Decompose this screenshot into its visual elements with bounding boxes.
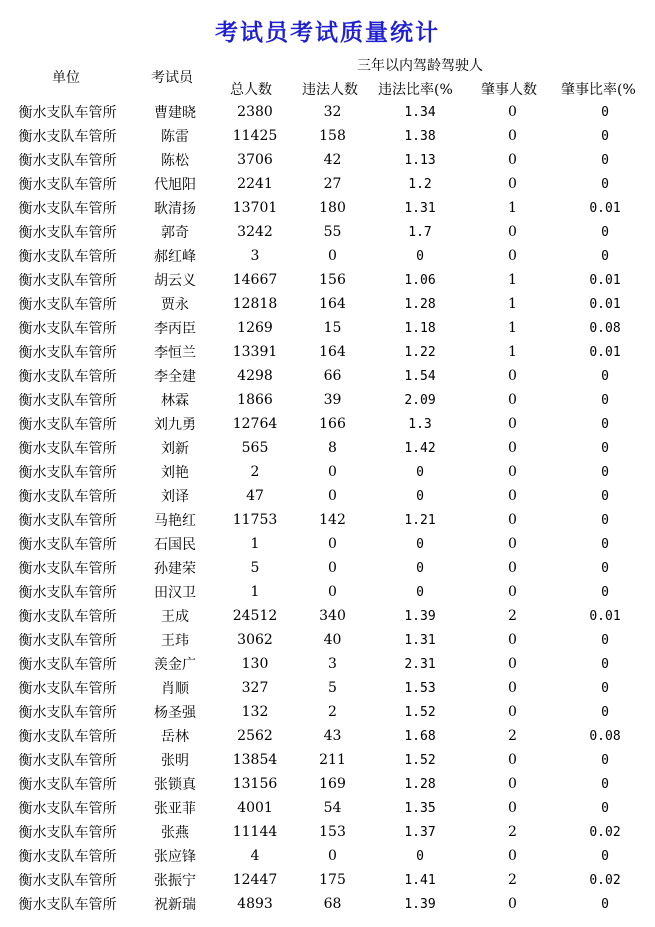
table-row: [0, 316, 655, 340]
accident-rate-cell: 0.01: [589, 344, 621, 360]
accidents-cell: 0: [508, 464, 517, 480]
examiner-cell: 岳林: [161, 729, 189, 745]
accident-rate-cell: 0: [601, 776, 609, 792]
accident-rate-cell: 0: [601, 152, 609, 168]
examiner-cell: 石国民: [154, 537, 196, 553]
table-row: [0, 628, 655, 652]
examiner-cell: 耿清扬: [154, 201, 196, 217]
violations-cell: 54: [323, 800, 342, 816]
total-cell: 12447: [232, 872, 278, 888]
header-accident-rate: 肇事比率(%: [561, 82, 636, 98]
header-total: 总人数: [230, 82, 272, 98]
violations-cell: 0: [328, 536, 337, 552]
unit-cell: 衡水支队车管所: [18, 393, 117, 409]
accident-rate-cell: 0.01: [589, 296, 621, 312]
total-cell: 1: [250, 584, 260, 600]
accident-rate-cell: 0: [601, 896, 609, 912]
violation-rate-cell: 1.35: [404, 800, 436, 816]
examiner-cell: 胡云义: [154, 273, 196, 289]
accidents-cell: 0: [508, 752, 517, 768]
total-cell: 2241: [237, 176, 273, 192]
violation-rate-cell: 1.52: [404, 704, 436, 720]
unit-cell: 衡水支队车管所: [18, 681, 117, 697]
examiner-quality-table: [0, 100, 655, 916]
accident-rate-cell: 0.02: [589, 824, 621, 840]
unit-cell: 衡水支队车管所: [18, 249, 117, 265]
accident-rate-cell: 0.08: [589, 320, 621, 336]
accident-rate-cell: 0: [601, 104, 609, 120]
violation-rate-cell: 1.37: [404, 824, 436, 840]
total-cell: 13854: [232, 752, 278, 768]
examiner-cell: 李全建: [154, 369, 196, 385]
unit-cell: 衡水支队车管所: [18, 513, 117, 529]
violation-rate-cell: 1.39: [404, 896, 436, 912]
total-cell: 13701: [232, 200, 278, 216]
table-row: [0, 556, 655, 580]
unit-cell: 衡水支队车管所: [18, 273, 117, 289]
accident-rate-cell: 0: [601, 416, 609, 432]
examiner-cell: 刘新: [161, 441, 189, 457]
violations-cell: 0: [328, 584, 337, 600]
total-cell: 3062: [237, 632, 273, 648]
table-row: [0, 868, 655, 892]
violations-cell: 42: [323, 152, 342, 168]
total-cell: 24512: [232, 608, 278, 624]
accidents-cell: 0: [508, 560, 517, 576]
total-cell: 12764: [232, 416, 278, 432]
violation-rate-cell: 2.09: [404, 392, 436, 408]
accidents-cell: 0: [508, 416, 517, 432]
total-cell: 11425: [232, 128, 278, 144]
accident-rate-cell: 0: [601, 752, 609, 768]
table-row: [0, 268, 655, 292]
table-row: [0, 220, 655, 244]
unit-cell: 衡水支队车管所: [18, 585, 117, 601]
violations-cell: 27: [323, 176, 342, 192]
examiner-cell: 马艳红: [154, 513, 196, 529]
violation-rate-cell: 1.39: [404, 608, 436, 624]
table-row: [0, 820, 655, 844]
header-unit: 单位: [52, 70, 80, 86]
accident-rate-cell: 0: [601, 488, 609, 504]
unit-cell: 衡水支队车管所: [18, 633, 117, 649]
examiner-cell: 张振宁: [154, 873, 196, 889]
examiner-cell: 王成: [161, 609, 189, 625]
total-cell: 2: [250, 464, 260, 480]
table-row: [0, 196, 655, 220]
table-row: [0, 340, 655, 364]
accident-rate-cell: 0.01: [589, 200, 621, 216]
accidents-cell: 0: [508, 776, 517, 792]
accidents-cell: 1: [508, 320, 517, 336]
accident-rate-cell: 0: [601, 680, 609, 696]
unit-cell: 衡水支队车管所: [18, 609, 117, 625]
violations-cell: 169: [319, 776, 346, 792]
table-row: [0, 772, 655, 796]
violations-cell: 15: [323, 320, 342, 336]
unit-cell: 衡水支队车管所: [18, 729, 117, 745]
table-row: [0, 292, 655, 316]
accidents-cell: 0: [508, 704, 517, 720]
unit-cell: 衡水支队车管所: [18, 849, 117, 865]
accidents-cell: 0: [508, 656, 517, 672]
violations-cell: 180: [319, 200, 346, 216]
accident-rate-cell: 0: [601, 536, 609, 552]
violations-cell: 211: [319, 752, 346, 768]
violation-rate-cell: 1.13: [404, 152, 436, 168]
examiner-cell: 祝新瑞: [154, 897, 196, 913]
violations-cell: 142: [319, 512, 346, 528]
accident-rate-cell: 0: [601, 800, 609, 816]
total-cell: 3242: [237, 224, 273, 240]
violations-cell: 175: [319, 872, 346, 888]
examiner-cell: 张明: [161, 753, 189, 769]
examiner-cell: 李丙臣: [154, 321, 196, 337]
violations-cell: 5: [328, 680, 337, 696]
violations-cell: 43: [323, 728, 342, 744]
accident-rate-cell: 0: [601, 176, 609, 192]
violations-cell: 153: [319, 824, 346, 840]
examiner-cell: 田汉卫: [154, 585, 196, 601]
violation-rate-cell: 1.3: [408, 416, 432, 432]
accidents-cell: 2: [508, 824, 517, 840]
accidents-cell: 1: [508, 200, 517, 216]
accident-rate-cell: 0: [601, 848, 609, 864]
total-cell: 4298: [237, 368, 273, 384]
total-cell: 2380: [237, 104, 273, 120]
total-cell: 1269: [237, 320, 273, 336]
unit-cell: 衡水支队车管所: [18, 153, 117, 169]
violations-cell: 166: [319, 416, 346, 432]
table-row: [0, 508, 655, 532]
violation-rate-cell: 1.38: [404, 128, 436, 144]
page-title: 考试员考试质量统计: [215, 19, 440, 46]
accidents-cell: 0: [508, 176, 517, 192]
violation-rate-cell: 1.21: [404, 512, 436, 528]
unit-cell: 衡水支队车管所: [18, 297, 117, 313]
accident-rate-cell: 0.02: [589, 872, 621, 888]
total-cell: 327: [241, 680, 269, 696]
total-cell: 132: [241, 704, 269, 720]
accidents-cell: 0: [508, 512, 517, 528]
table-row: [0, 844, 655, 868]
examiner-cell: 郝红峰: [154, 249, 196, 265]
unit-cell: 衡水支队车管所: [18, 873, 117, 889]
total-cell: 2562: [237, 728, 273, 744]
accident-rate-cell: 0: [601, 464, 609, 480]
examiner-cell: 刘艳: [161, 465, 189, 481]
violation-rate-cell: 1.18: [404, 320, 436, 336]
unit-cell: 衡水支队车管所: [18, 801, 117, 817]
table-row: [0, 388, 655, 412]
unit-cell: 衡水支队车管所: [18, 489, 117, 505]
violation-rate-cell: 0: [416, 488, 424, 504]
violation-rate-cell: 1.52: [404, 752, 436, 768]
table-row: [0, 244, 655, 268]
total-cell: 130: [241, 656, 269, 672]
accidents-cell: 2: [508, 608, 517, 624]
unit-cell: 衡水支队车管所: [18, 369, 117, 385]
table-row: [0, 724, 655, 748]
accident-rate-cell: 0: [601, 584, 609, 600]
table-row: [0, 484, 655, 508]
unit-cell: 衡水支队车管所: [18, 129, 117, 145]
accidents-cell: 1: [508, 296, 517, 312]
accident-rate-cell: 0: [601, 656, 609, 672]
header-accidents: 肇事人数: [481, 82, 537, 98]
total-cell: 1: [250, 536, 260, 552]
violation-rate-cell: 1.2: [408, 176, 432, 192]
table-row: [0, 124, 655, 148]
table-row: [0, 652, 655, 676]
accidents-cell: 0: [508, 248, 517, 264]
total-cell: 4893: [237, 896, 273, 912]
table-row: [0, 580, 655, 604]
examiner-cell: 刘九勇: [154, 417, 196, 433]
accidents-cell: 0: [508, 152, 517, 168]
total-cell: 3: [250, 248, 260, 264]
accidents-cell: 0: [508, 128, 517, 144]
table-row: [0, 532, 655, 556]
violation-rate-cell: 1.68: [404, 728, 436, 744]
header-examiner: 考试员: [151, 70, 193, 86]
accidents-cell: 0: [508, 104, 517, 120]
table-row: [0, 436, 655, 460]
examiner-cell: 羡金广: [154, 657, 196, 673]
accidents-cell: 0: [508, 440, 517, 456]
accident-rate-cell: 0: [601, 512, 609, 528]
total-cell: 11753: [232, 512, 278, 528]
accidents-cell: 0: [508, 848, 517, 864]
violations-cell: 40: [323, 632, 342, 648]
table-row: [0, 676, 655, 700]
unit-cell: 衡水支队车管所: [18, 321, 117, 337]
unit-cell: 衡水支队车管所: [18, 345, 117, 361]
total-cell: 12818: [232, 296, 278, 312]
total-cell: 13391: [232, 344, 278, 360]
unit-cell: 衡水支队车管所: [18, 465, 117, 481]
violations-cell: 68: [323, 896, 342, 912]
violation-rate-cell: 1.31: [404, 200, 436, 216]
total-cell: 13156: [232, 776, 278, 792]
violation-rate-cell: 1.22: [404, 344, 436, 360]
header-violation-rate: 违法比率(%: [378, 82, 453, 98]
violations-cell: 156: [319, 272, 346, 288]
table-row: [0, 172, 655, 196]
accident-rate-cell: 0: [601, 560, 609, 576]
examiner-cell: 郭奇: [161, 225, 189, 241]
unit-cell: 衡水支队车管所: [18, 177, 117, 193]
examiner-cell: 贾永: [161, 297, 189, 313]
table-row: [0, 748, 655, 772]
accidents-cell: 0: [508, 584, 517, 600]
violation-rate-cell: 0: [416, 848, 424, 864]
total-cell: 47: [246, 488, 264, 504]
violation-rate-cell: 2.31: [404, 656, 436, 672]
accidents-cell: 0: [508, 800, 517, 816]
unit-cell: 衡水支队车管所: [18, 105, 117, 121]
examiner-cell: 王玮: [161, 633, 189, 649]
table-row: [0, 604, 655, 628]
total-cell: 565: [241, 440, 269, 456]
unit-cell: 衡水支队车管所: [18, 825, 117, 841]
accident-rate-cell: 0.01: [589, 272, 621, 288]
accidents-cell: 0: [508, 536, 517, 552]
violation-rate-cell: 1.31: [404, 632, 436, 648]
violation-rate-cell: 1.54: [404, 368, 436, 384]
accidents-cell: 0: [508, 488, 517, 504]
unit-cell: 衡水支队车管所: [18, 441, 117, 457]
examiner-cell: 张燕: [161, 825, 189, 841]
accident-rate-cell: 0.01: [589, 608, 621, 624]
examiner-cell: 孙建荣: [154, 561, 196, 577]
violation-rate-cell: 1.53: [404, 680, 436, 696]
unit-cell: 衡水支队车管所: [18, 417, 117, 433]
table-row: [0, 700, 655, 724]
examiner-cell: 杨圣强: [154, 705, 196, 721]
violations-cell: 55: [323, 224, 342, 240]
violation-rate-cell: 1.28: [404, 296, 436, 312]
examiner-cell: 张锁真: [154, 777, 196, 793]
accident-rate-cell: 0: [601, 632, 609, 648]
accidents-cell: 1: [508, 272, 517, 288]
violations-cell: 39: [323, 392, 342, 408]
accident-rate-cell: 0: [601, 704, 609, 720]
violations-cell: 164: [319, 344, 346, 360]
accident-rate-cell: 0: [601, 440, 609, 456]
violation-rate-cell: 0: [416, 584, 424, 600]
table-row: [0, 100, 655, 124]
table-row: [0, 460, 655, 484]
violation-rate-cell: 1.42: [404, 440, 436, 456]
violations-cell: 0: [328, 464, 337, 480]
unit-cell: 衡水支队车管所: [18, 561, 117, 577]
accidents-cell: 1: [508, 344, 517, 360]
unit-cell: 衡水支队车管所: [18, 705, 117, 721]
table-row: [0, 892, 655, 916]
violations-cell: 2: [328, 704, 337, 720]
total-cell: 4: [250, 848, 260, 864]
accidents-cell: 0: [508, 224, 517, 240]
accidents-cell: 0: [508, 680, 517, 696]
violations-cell: 0: [328, 848, 337, 864]
table-row: [0, 364, 655, 388]
violation-rate-cell: 0: [416, 248, 424, 264]
violation-rate-cell: 1.41: [404, 872, 436, 888]
total-cell: 4001: [237, 800, 273, 816]
examiner-cell: 曹建晓: [154, 105, 196, 121]
violations-cell: 0: [328, 488, 337, 504]
total-cell: 3706: [237, 152, 273, 168]
violations-cell: 66: [323, 368, 342, 384]
accident-rate-cell: 0: [601, 248, 609, 264]
examiner-cell: 刘译: [161, 489, 189, 505]
examiner-cell: 李恒兰: [154, 345, 196, 361]
violations-cell: 164: [319, 296, 346, 312]
accidents-cell: 2: [508, 728, 517, 744]
accidents-cell: 2: [508, 872, 517, 888]
header-group-three-year-drivers: 三年以内驾龄驾驶人: [357, 58, 483, 74]
violation-rate-cell: 1.7: [408, 224, 432, 240]
violations-cell: 32: [323, 104, 342, 120]
table-row: [0, 412, 655, 436]
violations-cell: 158: [319, 128, 346, 144]
accidents-cell: 0: [508, 632, 517, 648]
violations-cell: 3: [328, 656, 337, 672]
violation-rate-cell: 0: [416, 536, 424, 552]
header-violations: 违法人数: [302, 82, 358, 98]
examiner-cell: 陈松: [161, 153, 189, 169]
examiner-cell: 陈雷: [161, 129, 189, 145]
accident-rate-cell: 0: [601, 392, 609, 408]
total-cell: 5: [250, 560, 260, 576]
examiner-cell: 代旭阳: [154, 177, 196, 193]
examiner-cell: 肖顺: [161, 681, 189, 697]
table-row: [0, 148, 655, 172]
examiner-cell: 林霖: [161, 393, 189, 409]
total-cell: 11144: [232, 824, 278, 840]
total-cell: 14667: [232, 272, 278, 288]
violations-cell: 340: [319, 608, 346, 624]
unit-cell: 衡水支队车管所: [18, 897, 117, 913]
table-row: [0, 796, 655, 820]
accident-rate-cell: 0: [601, 128, 609, 144]
accident-rate-cell: 0: [601, 368, 609, 384]
violations-cell: 0: [328, 560, 337, 576]
unit-cell: 衡水支队车管所: [18, 537, 117, 553]
violation-rate-cell: 1.28: [404, 776, 436, 792]
accident-rate-cell: 0: [601, 224, 609, 240]
unit-cell: 衡水支队车管所: [18, 201, 117, 217]
examiner-cell: 张应锋: [154, 849, 196, 865]
violation-rate-cell: 1.34: [404, 104, 436, 120]
table-body: [0, 100, 655, 916]
accidents-cell: 0: [508, 392, 517, 408]
accidents-cell: 0: [508, 368, 517, 384]
total-cell: 1866: [237, 392, 273, 408]
unit-cell: 衡水支队车管所: [18, 753, 117, 769]
unit-cell: 衡水支队车管所: [18, 777, 117, 793]
unit-cell: 衡水支队车管所: [18, 225, 117, 241]
unit-cell: 衡水支队车管所: [18, 657, 117, 673]
violation-rate-cell: 0: [416, 464, 424, 480]
violation-rate-cell: 1.06: [404, 272, 436, 288]
examiner-cell: 张亚菲: [154, 801, 196, 817]
violations-cell: 8: [328, 440, 337, 456]
accident-rate-cell: 0.08: [589, 728, 621, 744]
violation-rate-cell: 0: [416, 560, 424, 576]
accidents-cell: 0: [508, 896, 517, 912]
violations-cell: 0: [328, 248, 337, 264]
